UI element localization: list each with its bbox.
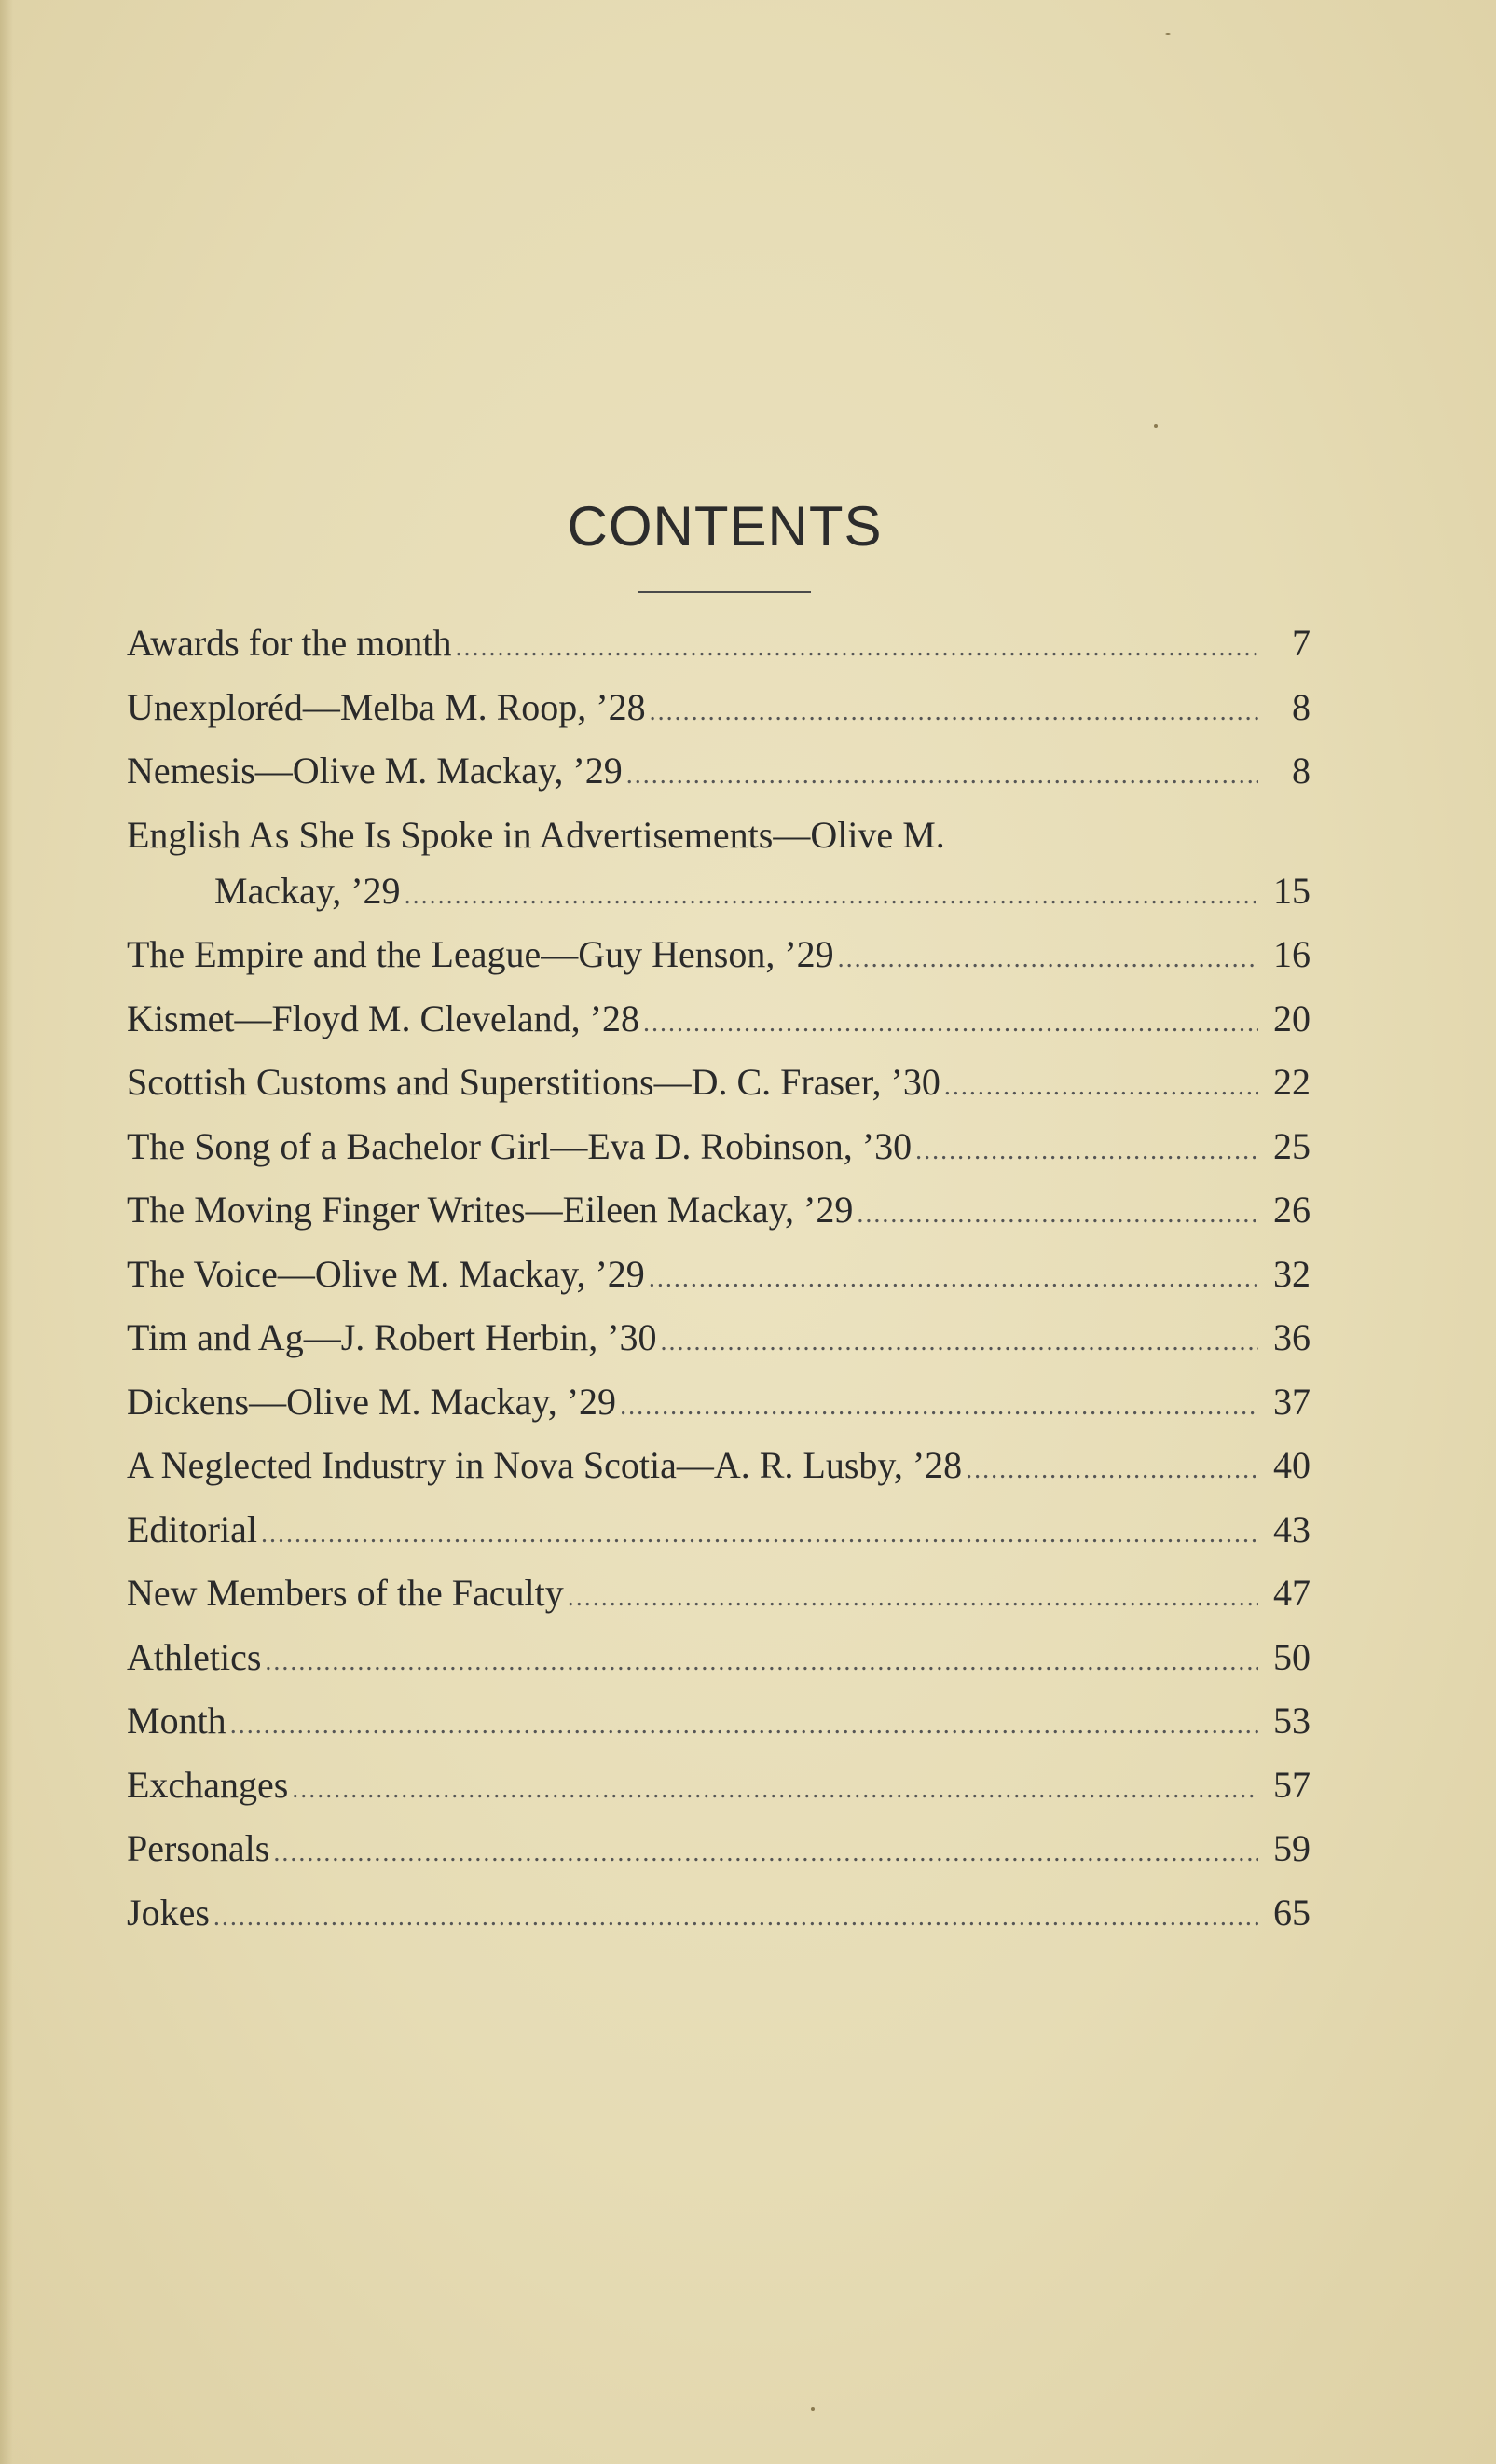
page-edge [0, 0, 13, 2464]
dot-leader [661, 1319, 1258, 1366]
toc-entry[interactable] [127, 1507, 1311, 1553]
toc-entry[interactable] [127, 684, 1311, 731]
dot-leader [857, 1191, 1258, 1238]
entry-title: Month [127, 1700, 226, 1741]
dot-leader [568, 1575, 1258, 1621]
entry-title: Editorial [127, 1507, 257, 1550]
dot-leader [838, 936, 1258, 983]
entry-title: New Members of the Faculty [127, 1572, 564, 1614]
toc-entry[interactable] [127, 1634, 1311, 1681]
dot-leader [944, 1064, 1258, 1110]
page-number: 53 [1273, 1700, 1311, 1741]
page-number: 40 [1273, 1444, 1311, 1486]
entry-title: Athletics [127, 1635, 262, 1678]
page-number: 20 [1273, 997, 1311, 1039]
toc-entry[interactable] [127, 1251, 1311, 1298]
entry-title: Tim and Ag—J. Robert Herbin, ’30 [127, 1316, 657, 1358]
dot-leader [273, 1830, 1258, 1877]
page-number: 57 [1273, 1763, 1311, 1806]
toc-entry[interactable] [127, 1315, 1311, 1361]
title-underline [638, 591, 811, 593]
page-number: 65 [1273, 1891, 1311, 1934]
paper-speck [811, 2407, 815, 2411]
paper-speck [1165, 33, 1171, 35]
dot-leader [915, 1128, 1258, 1175]
entry-title: Unexploréd—Melba M. Roop, ’28 [127, 685, 646, 728]
page-title: CONTENTS [567, 495, 883, 557]
page-number: 16 [1273, 933, 1311, 975]
entry-title: Awards for the month [127, 622, 452, 664]
toc-entry[interactable] [127, 1442, 1311, 1489]
dot-leader [292, 1767, 1258, 1813]
page-number: 7 [1292, 622, 1311, 664]
toc-entry[interactable] [127, 1059, 1311, 1106]
toc-entry[interactable] [127, 812, 1311, 915]
page-number: 59 [1273, 1827, 1311, 1869]
page-number: 22 [1273, 1061, 1311, 1103]
toc-entry[interactable] [127, 748, 1311, 794]
entry-title: Jokes [127, 1891, 210, 1934]
toc-entry[interactable] [127, 1187, 1311, 1233]
toc-entry[interactable] [127, 620, 1311, 667]
page-number: 47 [1273, 1572, 1311, 1614]
paper-speck [1154, 424, 1158, 428]
page-number: 25 [1273, 1124, 1311, 1167]
entry-title: A Neglected Industry in Nova Scotia—A. R. Lusby, ’28 [127, 1444, 963, 1486]
entry-title: Dickens—Olive M. Mackay, ’29 [127, 1380, 617, 1423]
entry-title: Kismet—Floyd M. Cleveland, ’28 [127, 997, 639, 1039]
entry-title: Nemesis—Olive M. Mackay, ’29 [127, 750, 623, 792]
page-number: 36 [1273, 1316, 1311, 1358]
toc-entry[interactable] [127, 1698, 1311, 1744]
toc-entry[interactable] [127, 1762, 1311, 1809]
entry-title-cont-text: Mackay, ’29 [214, 869, 401, 912]
contents-list [127, 620, 1311, 1953]
entry-title: Scottish Customs and Superstitions—D. C. Fraser, ’30 [127, 1061, 940, 1103]
page-number: 32 [1273, 1252, 1311, 1295]
toc-entry[interactable] [127, 1825, 1311, 1872]
dot-leader [230, 1702, 1258, 1749]
page-number: 50 [1273, 1635, 1311, 1678]
page-number: 37 [1273, 1380, 1311, 1423]
toc-entry[interactable] [127, 931, 1311, 978]
dot-leader [213, 1894, 1258, 1941]
entry-title: The Moving Finger Writes—Eileen Mackay, ’29 [127, 1189, 854, 1231]
dot-leader [265, 1639, 1258, 1686]
toc-entry[interactable] [127, 1890, 1311, 1936]
entry-title: Exchanges [127, 1763, 289, 1806]
page-number: 8 [1292, 685, 1311, 728]
entry-title: The Song of a Bachelor Girl—Eva D. Robinson, ’30 [127, 1124, 913, 1167]
dot-leader [261, 1511, 1258, 1558]
toc-entry[interactable] [127, 996, 1311, 1042]
dot-leader [650, 689, 1258, 736]
page-number: 26 [1273, 1189, 1311, 1231]
dot-leader [649, 1256, 1258, 1302]
toc-entry[interactable] [127, 1570, 1311, 1617]
dot-leader [620, 1383, 1258, 1430]
toc-entry[interactable] [127, 1379, 1311, 1425]
dot-leader [455, 625, 1258, 671]
entry-title: English As She Is Spoke in Advertisements—Olive M. [127, 813, 945, 856]
dot-leader [966, 1447, 1258, 1494]
page-number: 43 [1273, 1507, 1311, 1550]
entry-title-continuation [127, 868, 1311, 915]
dot-leader [626, 752, 1258, 799]
entry-title: The Voice—Olive M. Mackay, ’29 [127, 1252, 645, 1295]
dot-leader [643, 1000, 1258, 1047]
toc-entry[interactable] [127, 1123, 1311, 1170]
page-number: 15 [1273, 869, 1311, 912]
dot-leader [405, 873, 1258, 919]
entry-title: Personals [127, 1827, 270, 1869]
entry-title: The Empire and the League—Guy Henson, ’29 [127, 933, 834, 975]
page-number: 8 [1292, 750, 1311, 792]
